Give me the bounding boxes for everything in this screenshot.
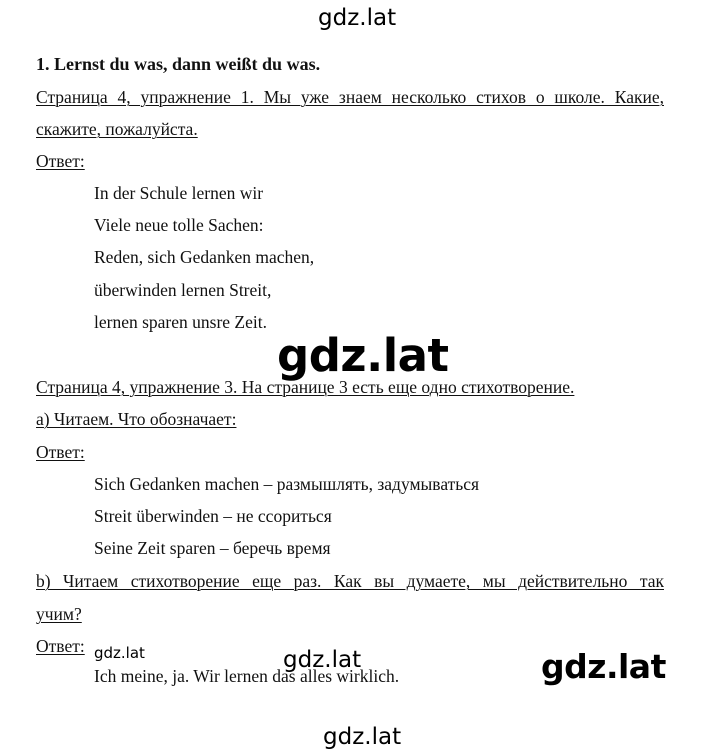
poem-line: Viele neue tolle Sachen:: [94, 215, 264, 235]
answer-text: Ich meine, ja. Wir lernen das alles wirklich.: [94, 666, 400, 686]
poem-line: überwinden lernen Streit,: [94, 280, 272, 300]
poem-line: Reden, sich Gedanken machen,: [94, 247, 315, 267]
meaning-line: Sich Gedanken machen – размышлять, задумываться: [94, 474, 480, 494]
exercise-3-part-b-cont: учим?: [36, 604, 82, 624]
exercise-1-question-cont: скажите, пожалуйста.: [36, 119, 198, 139]
exercise-3-part-a: a) Читаем. Что обозначает:: [36, 409, 237, 429]
watermark-bottom: gdz.lat: [323, 724, 402, 750]
answer-label: Ответ:: [36, 636, 85, 656]
watermark-center-lower: gdz.lat: [283, 647, 362, 673]
poem-line: In der Schule lernen wir: [94, 183, 264, 203]
answer-label: Ответ:: [36, 151, 85, 171]
exercise-1-question: Страница 4, упражнение 1. Мы уже знаем несколько стихов о школе. Какие,: [36, 87, 664, 107]
watermark-top: gdz.lat: [318, 5, 397, 31]
exercise-3-question: Страница 4, упражнение 3. На странице 3 есть еще одно стихотворение.: [36, 377, 575, 397]
watermark-right: gdz.lat: [541, 647, 666, 686]
exercise-3-part-b: b) Читаем стихотворение еще раз. Как вы думаете, мы действительно так: [36, 571, 664, 591]
meaning-line: Streit überwinden – не ссориться: [94, 506, 332, 526]
answer-label: Ответ:: [36, 442, 85, 462]
meaning-line: Seine Zeit sparen – беречь время: [94, 538, 331, 558]
watermark-middle: gdz.lat: [277, 329, 449, 382]
poem-line: lernen sparen unsre Zeit.: [94, 312, 267, 332]
watermark-answer-small: gdz.lat: [94, 644, 145, 662]
section-heading: 1. Lernst du was, dann weißt du was.: [36, 54, 321, 74]
